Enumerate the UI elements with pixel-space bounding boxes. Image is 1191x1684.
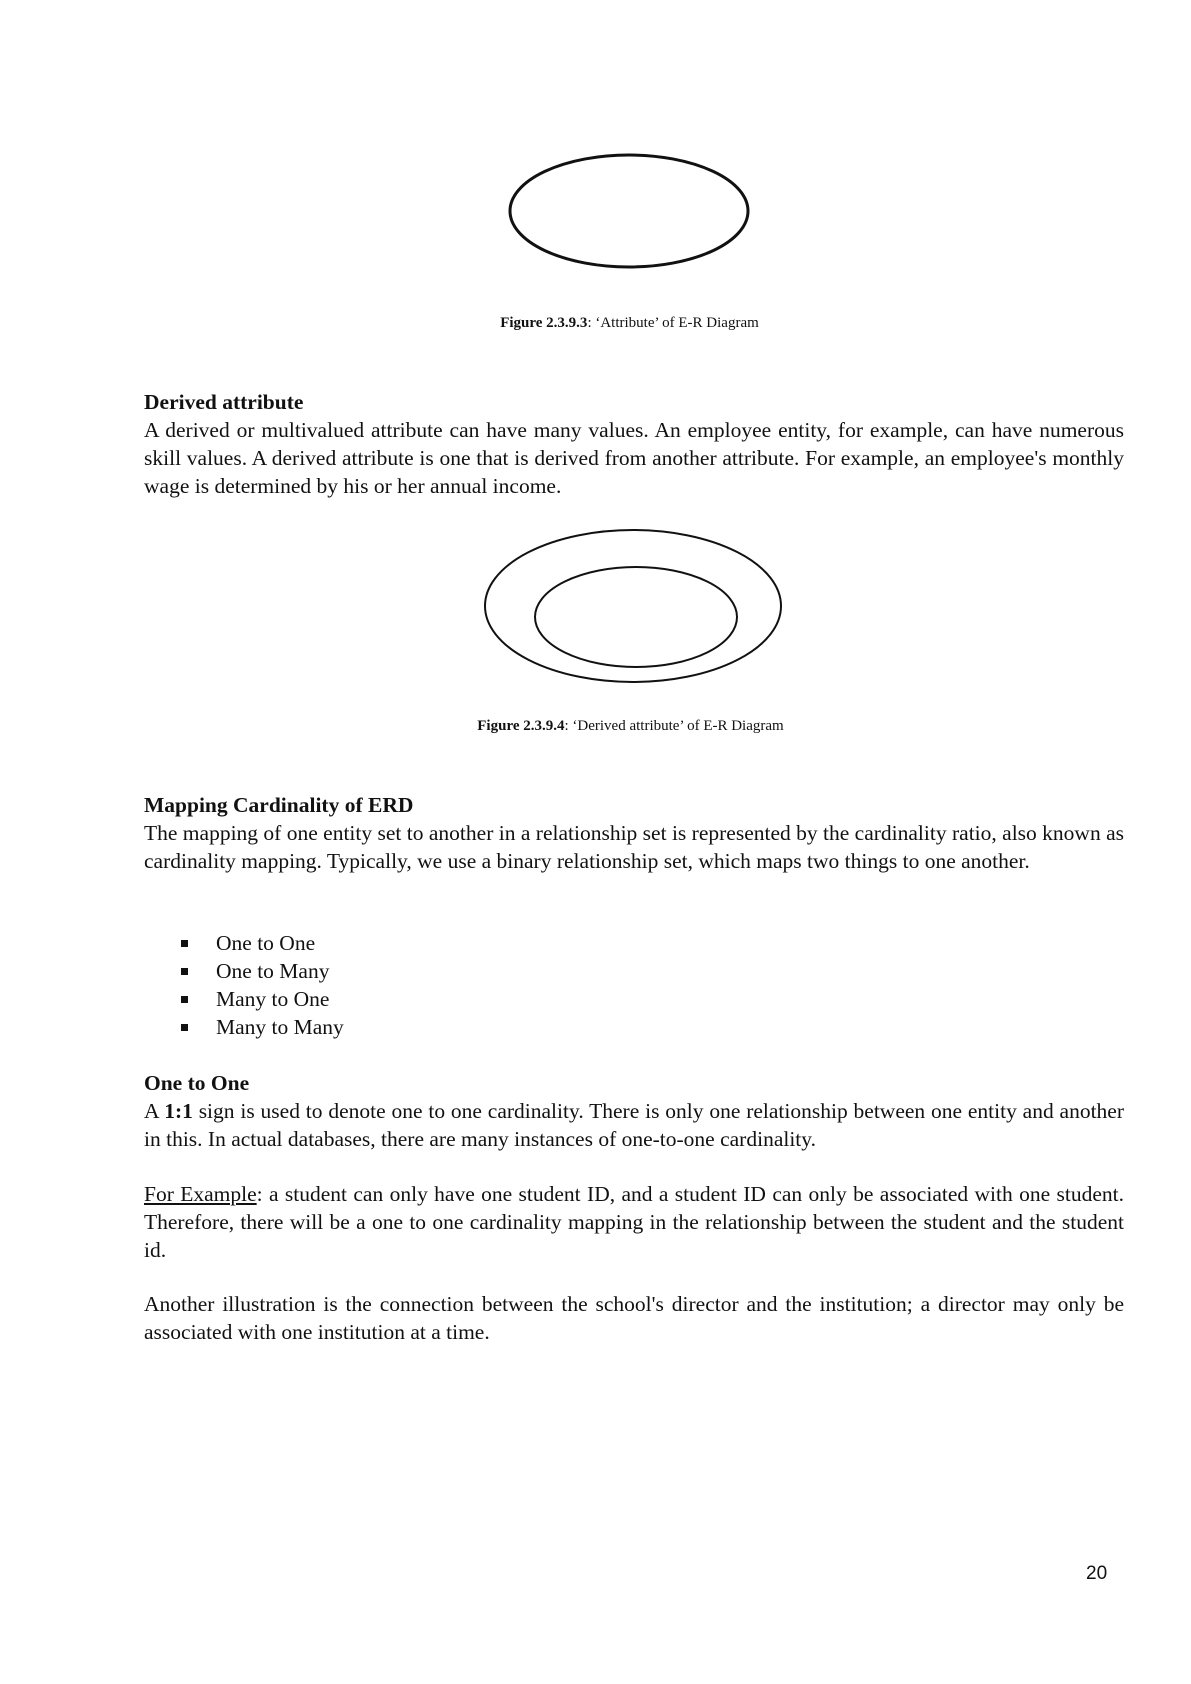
paragraph-text: A — [144, 1099, 165, 1123]
paragraph-another-illustration: Another illustration is the connection between the school's director and the institution; a director may only be associated with one institution at a time. — [144, 1292, 1124, 1344]
list-item-label: One to Many — [216, 959, 330, 983]
attribute-ellipse — [510, 155, 748, 267]
figure-caption-text: : ‘Derived attribute’ of E-R Diagram — [564, 718, 784, 734]
figure-number: Figure 2.3.9.3 — [500, 315, 588, 331]
outer-ellipse — [485, 530, 781, 682]
page-number: 20 — [1086, 1563, 1108, 1584]
list-item — [178, 1013, 344, 1041]
inner-ellipse — [535, 567, 737, 667]
section-heading-one-to-one: One to One — [144, 1071, 250, 1095]
square-bullet-icon — [181, 1024, 188, 1031]
square-bullet-icon — [181, 996, 188, 1003]
list-item — [178, 929, 344, 957]
paragraph-text: : a student can only have one student ID, and a student ID can only be associated with one student. Therefore, there will be a one to one cardinality mapping in the relationship between the student and the student id. — [144, 1182, 1124, 1262]
figure-caption-derived-attribute — [35, 717, 1191, 735]
derived-attribute-double-ellipse-figure — [480, 525, 786, 688]
section-heading-derived-attribute: Derived attribute — [144, 390, 304, 414]
figure-caption-attribute — [34, 314, 1191, 332]
attribute-ellipse-figure — [504, 150, 754, 280]
section-heading-mapping-cardinality: Mapping Cardinality of ERD — [144, 793, 414, 817]
list-item-label: One to One — [216, 931, 316, 955]
paragraph-derived-attribute: A derived or multivalued attribute can have many values. An employee entity, for example, can have numerous skill values. A derived attribute is one that is derived from another attribute. For example, an employee's monthly wage is determined by his or her annual income. — [144, 418, 1124, 498]
square-bullet-icon — [181, 968, 188, 975]
list-item-label: Many to One — [216, 987, 330, 1011]
square-bullet-icon — [181, 940, 188, 947]
figure-number: Figure 2.3.9.4 — [477, 718, 565, 734]
paragraph-example — [144, 1180, 1124, 1264]
example-label: For Example — [144, 1182, 257, 1206]
paragraph-text: sign is used to denote one to one cardinality. There is only one relationship between one entity and another in this. In actual databases, there are many instances of one-to-one cardinality. — [144, 1099, 1125, 1151]
cardinality-types-list — [178, 929, 344, 1041]
list-item — [178, 957, 344, 985]
list-item-label: Many to Many — [216, 1015, 344, 1039]
ratio-notation: 1:1 — [164, 1099, 193, 1123]
paragraph-one-to-one — [144, 1097, 1124, 1153]
figure-caption-text: : ‘Attribute’ of E-R Diagram — [587, 315, 759, 331]
paragraph-mapping-cardinality: The mapping of one entity set to another in a relationship set is represented by the cardinality ratio, also known as cardinality mapping. Typically, we use a binary relationship set, which maps two things to one another. — [144, 821, 1124, 873]
list-item — [178, 985, 344, 1013]
